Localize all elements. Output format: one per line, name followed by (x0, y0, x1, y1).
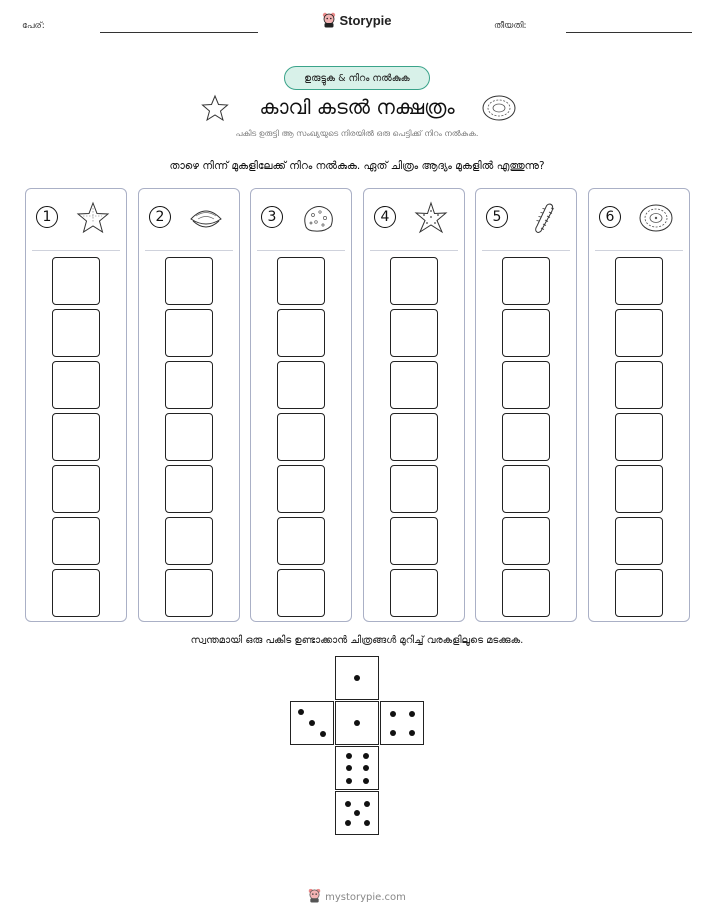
color-box[interactable] (52, 361, 100, 409)
column-divider (32, 250, 120, 251)
color-box[interactable] (390, 517, 438, 565)
color-box[interactable] (390, 309, 438, 357)
activity-badge: ഉരുട്ടുക & നിറം നൽകുക (284, 66, 430, 90)
sea-urchin-title-icon (480, 93, 518, 123)
clam-shell-icon (187, 201, 225, 235)
sea-cucumber-icon (524, 201, 562, 235)
die-face-3 (290, 701, 334, 745)
cut-instruction: സ്വന്തമായി ഒരു പകിട ഉണ്ടാക്കാൻ ചിത്രങ്ങൾ മുറിച്ച് വരകളിലൂടെ മടക്കുക. (190, 635, 524, 646)
pip-dot (354, 810, 360, 816)
pip-dot (363, 778, 369, 784)
column-2 (138, 188, 240, 622)
color-box[interactable] (390, 361, 438, 409)
color-box[interactable] (615, 517, 663, 565)
pip-dot (346, 765, 352, 771)
column-divider (595, 250, 683, 251)
footer-bear-icon (308, 888, 321, 906)
color-box[interactable] (502, 517, 550, 565)
die-face-1 (335, 656, 379, 700)
brand-logo (0, 12, 714, 31)
column-number: 4 (374, 206, 396, 228)
pip-dot (298, 709, 304, 715)
color-box[interactable] (502, 309, 550, 357)
date-label: തീയതി: (494, 21, 527, 31)
column-number: 6 (599, 206, 621, 228)
column-6 (588, 188, 690, 622)
die-face-6 (335, 746, 379, 790)
pip-dot (320, 731, 326, 737)
pip-dot (364, 820, 370, 826)
column-4 (363, 188, 465, 622)
color-box[interactable] (165, 361, 213, 409)
color-box[interactable] (52, 257, 100, 305)
pip-dot (390, 711, 396, 717)
color-box[interactable] (52, 517, 100, 565)
color-box[interactable] (277, 309, 325, 357)
column-number: 1 (36, 206, 58, 228)
color-box[interactable] (52, 413, 100, 461)
footer-url[interactable]: mystorypie.com (325, 892, 406, 903)
footer (0, 888, 714, 906)
column-divider (482, 250, 570, 251)
pip-dot (346, 753, 352, 759)
name-label: പേര്: (22, 21, 45, 31)
pip-dot (354, 720, 360, 726)
dice-net (290, 656, 424, 836)
color-box[interactable] (277, 257, 325, 305)
die-face-4 (380, 701, 424, 745)
date-line[interactable] (566, 32, 692, 33)
column-divider (370, 250, 458, 251)
color-box[interactable] (277, 361, 325, 409)
die-face-1-center (335, 701, 379, 745)
color-box[interactable] (165, 309, 213, 357)
color-box[interactable] (277, 517, 325, 565)
pip-dot (345, 801, 351, 807)
pip-dot (363, 765, 369, 771)
color-box[interactable] (165, 517, 213, 565)
color-box[interactable] (615, 465, 663, 513)
color-box[interactable] (277, 465, 325, 513)
spotted-starfish-icon (412, 201, 450, 235)
color-box[interactable] (615, 361, 663, 409)
color-box[interactable] (390, 257, 438, 305)
pip-dot (345, 820, 351, 826)
column-number: 5 (486, 206, 508, 228)
column-divider (145, 250, 233, 251)
pip-dot (346, 778, 352, 784)
color-box[interactable] (165, 413, 213, 461)
pip-dot (409, 711, 415, 717)
column-5 (475, 188, 577, 622)
color-box[interactable] (52, 569, 100, 617)
page-subtitle: പകിട ഉരുട്ടി ആ സംഖ്യയുടെ നിരയിൽ ഒരു പെട്ടിക്ക് നിറം നൽകുക. (235, 129, 479, 138)
question-text: താഴെ നിന്ന് മുകളിലേക്ക് നിറം നൽകുക. ഏത് ചിത്രം ആദ്യം മുകളിൽ എത്തുന്നു? (169, 160, 545, 172)
color-box[interactable] (390, 465, 438, 513)
color-box[interactable] (52, 309, 100, 357)
color-box[interactable] (390, 569, 438, 617)
color-box[interactable] (165, 257, 213, 305)
pip-dot (364, 801, 370, 807)
starfish-icon (74, 201, 112, 235)
die-face-5 (335, 791, 379, 835)
color-box[interactable] (615, 569, 663, 617)
name-line[interactable] (100, 32, 258, 33)
pip-dot (354, 675, 360, 681)
column-divider (257, 250, 345, 251)
color-box[interactable] (165, 569, 213, 617)
color-box[interactable] (615, 413, 663, 461)
column-number: 3 (261, 206, 283, 228)
pip-dot (309, 720, 315, 726)
color-box[interactable] (502, 413, 550, 461)
color-box[interactable] (615, 257, 663, 305)
coral-rock-icon (299, 201, 337, 235)
column-1 (25, 188, 127, 622)
color-box[interactable] (277, 569, 325, 617)
pip-dot (390, 730, 396, 736)
color-box[interactable] (502, 569, 550, 617)
color-box[interactable] (502, 257, 550, 305)
color-box[interactable] (277, 413, 325, 461)
color-box[interactable] (502, 465, 550, 513)
brand-name: Storypie (339, 12, 392, 28)
color-box[interactable] (615, 309, 663, 357)
color-box[interactable] (165, 465, 213, 513)
pip-dot (409, 730, 415, 736)
sea-urchin-icon (637, 201, 675, 235)
bear-logo-icon (322, 12, 336, 31)
color-box[interactable] (502, 361, 550, 409)
column-number: 2 (149, 206, 171, 228)
color-box[interactable] (52, 465, 100, 513)
page-title: കാവി കടൽ നക്ഷത്രം (259, 95, 455, 119)
column-3 (250, 188, 352, 622)
pip-dot (363, 753, 369, 759)
color-box[interactable] (390, 413, 438, 461)
